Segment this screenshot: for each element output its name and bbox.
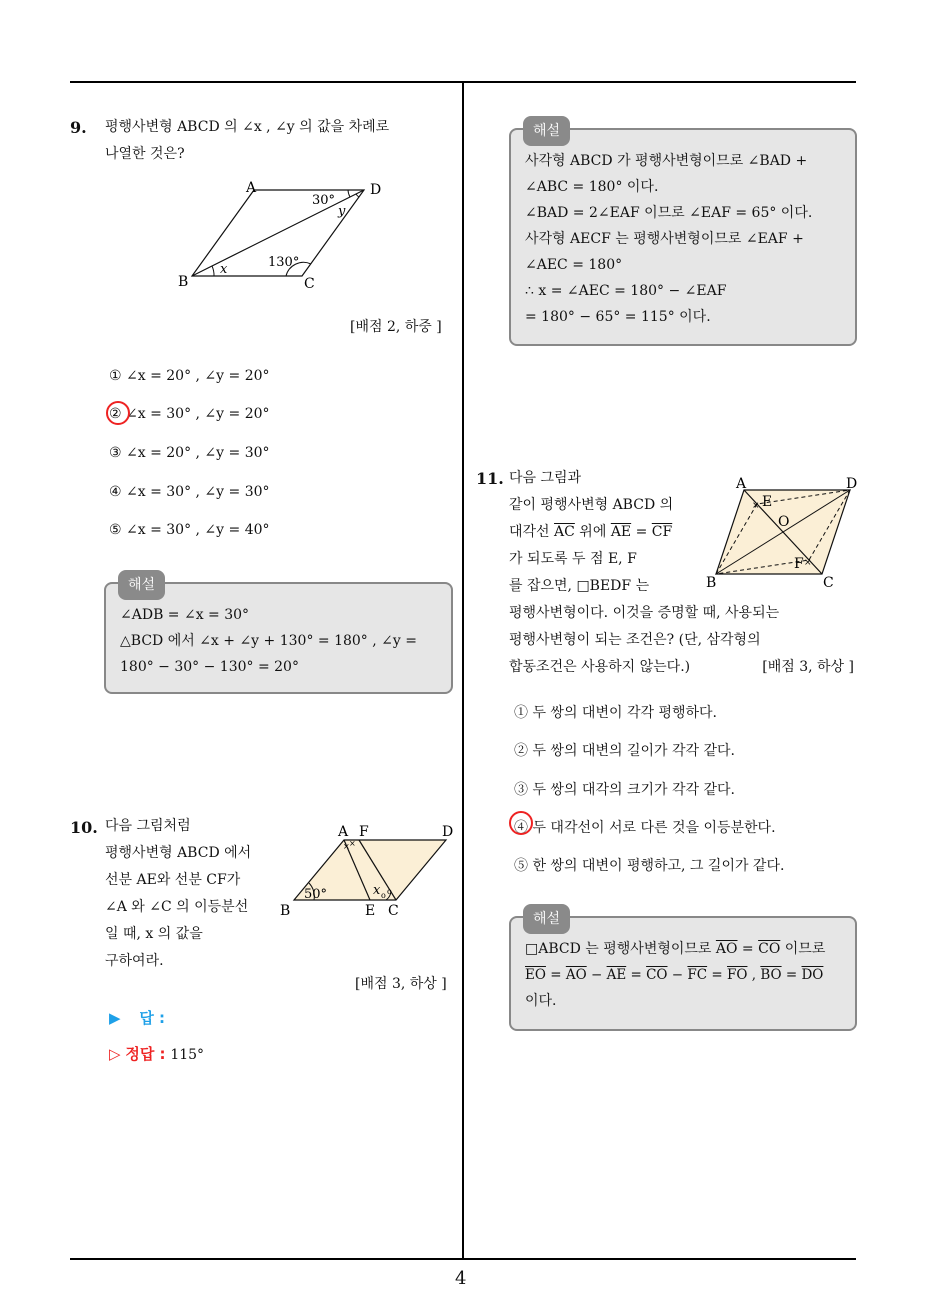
q10-figure — [276, 818, 460, 922]
q10-answer-label: 답 : — [139, 1009, 166, 1027]
q9-choice-3[interactable]: ③ ∠x = 20° , ∠y = 30° — [109, 445, 270, 461]
q9-label-c: C — [304, 276, 315, 292]
q10-label-a: A — [338, 824, 349, 840]
svg-text:×: × — [349, 839, 356, 848]
q10-line5: 일 때, x 의 값을 — [105, 926, 203, 942]
q10-correct-value: 115° — [170, 1047, 205, 1063]
q11-figure — [700, 474, 866, 590]
q10-line4: ∠A 와 ∠C 의 이등분선 — [105, 899, 249, 915]
q10-correct-arrow-icon: ▷ — [109, 1045, 121, 1063]
q10-answer-arrow-icon: ▶ — [109, 1009, 121, 1027]
svg-text:×: × — [804, 558, 812, 568]
q11-ae-segment: $\overline{AE}$ — [610, 524, 632, 540]
q10-label-50: 50° — [304, 887, 328, 902]
q9-choice-5[interactable]: ⑤ ∠x = 30° , ∠y = 40° — [109, 522, 270, 538]
svg-text:o: o — [387, 887, 392, 896]
q11-solution-box — [509, 911, 857, 1031]
q9-text — [105, 114, 389, 168]
page-number: 4 — [455, 1268, 467, 1289]
q9-choice-2[interactable]: ② ∠x = 30° , ∠y = 20° — [109, 406, 270, 422]
q11-line6: 평행사변형이다. 이것을 증명할 때, 사용되는 — [509, 605, 780, 621]
q9-solution-line1: ∠ADB = ∠x = 30° — [120, 607, 250, 623]
q11-label-a: A — [736, 476, 747, 492]
q9-solution-tag: 해설 — [118, 570, 165, 600]
q9-answer-circle — [106, 401, 130, 425]
q11-choice-3[interactable]: ③ 두 쌍의 대각의 크기가 각각 같다. — [514, 782, 735, 798]
q9-solution-line3: 180° − 30° − 130° = 20° — [120, 659, 299, 675]
q11-label-o: O — [778, 514, 790, 530]
column-divider — [462, 83, 464, 1259]
q11-number: 11. — [476, 469, 504, 488]
q11-answer-circle — [509, 811, 533, 835]
q10-solution-tag: 해설 — [523, 116, 570, 146]
q10-solution-box — [509, 123, 857, 346]
q10-score: [배점 3, 하상 ] — [355, 976, 447, 992]
q10-number: 10. — [70, 818, 98, 837]
q11-cf-segment: $\overline{CF}$ — [651, 524, 673, 540]
q10-solution-line2: ∠ABC = 180° 이다. — [525, 179, 659, 195]
svg-text:o: o — [381, 891, 386, 900]
q10-solution-line5: ∠AEC = 180° — [525, 257, 623, 273]
q11-solution-line2: $\overline{EO} = \overline{AO} - \overline{AE} = \overline{CO} - \overline{FC} = \overline{FO}$ , $\overline{BO} = \overline{DO}$ — [525, 967, 824, 983]
q10-solution-line4: 사각형 AECF 는 평행사변형이므로 ∠EAF + — [525, 231, 804, 247]
q9-label-30: 30° — [312, 193, 336, 208]
q11-label-f: F — [794, 556, 804, 572]
q11-line7: 평행사변형이 되는 조건은? (단, 삼각형의 — [509, 632, 761, 648]
q9-choice-4[interactable]: ④ ∠x = 30° , ∠y = 30° — [109, 484, 270, 500]
q11-line8: 합동조건은 사용하지 않는다.) [배점 3, 하상 ] — [509, 654, 854, 681]
q11-line1: 다음 그림과 — [509, 470, 582, 486]
q11-choice-1[interactable]: ① 두 쌍의 대변이 각각 평행하다. — [514, 705, 717, 721]
q10-answer-row — [109, 1007, 165, 1028]
q11-choice-2[interactable]: ② 두 쌍의 대변의 길이가 각각 같다. — [514, 743, 735, 759]
q11-line5: 를 잡으면, □BEDF 는 — [509, 578, 650, 594]
q11-line2: 같이 평행사변형 ABCD 의 — [509, 497, 674, 513]
q9-choice-1[interactable]: ① ∠x = 20° , ∠y = 20° — [109, 368, 270, 384]
q9-label-a: A — [246, 180, 257, 196]
q11-score: [배점 3, 하상 ] — [762, 659, 854, 675]
q9-number: 9. — [70, 118, 87, 137]
q11-solution-line3: 이다. — [525, 993, 557, 1009]
svg-text:×: × — [752, 501, 760, 511]
q10-solution-line1: 사각형 ABCD 가 평행사변형이므로 ∠BAD + — [525, 153, 808, 169]
q9-solution-box — [104, 577, 453, 694]
q10-label-e: E — [365, 903, 376, 919]
q11-label-e: E — [762, 494, 773, 510]
q9-label-x: x — [220, 262, 228, 277]
q10-line6: 구하여라. — [105, 953, 164, 969]
q10-label-d: D — [442, 824, 454, 840]
q9-solution-line2: △BCD 에서 ∠x + ∠y + 130° = 180° , ∠y = — [120, 633, 417, 649]
q11-label-c: C — [823, 575, 834, 590]
q9-label-y: y — [338, 204, 346, 219]
q10-label-c: C — [388, 903, 399, 919]
q10-solution-line7: = 180° − 65° = 115° 이다. — [525, 309, 711, 325]
q11-choice-5[interactable]: ⑤ 한 쌍의 대변이 평행하고, 그 길이가 같다. — [514, 858, 785, 874]
q10-solution-line3: ∠BAD = 2∠EAF 이므로 ∠EAF = 65° 이다. — [525, 205, 813, 221]
q11-line4: 가 되도록 두 점 E, F — [509, 551, 637, 567]
q9-figure — [170, 178, 400, 293]
bottom-rule — [70, 1258, 856, 1260]
q11-label-d: D — [846, 476, 858, 492]
q10-text — [105, 813, 251, 975]
q9-text-line1: 평행사변형 ABCD 의 ∠x , ∠y 의 값을 차례로 — [105, 119, 390, 135]
q10-line1: 다음 그림처럼 — [105, 818, 191, 834]
q9-score: [배점 2, 하중 ] — [350, 319, 442, 335]
q10-line2: 평행사변형 ABCD 에서 — [105, 845, 252, 861]
q11-label-b: B — [706, 575, 717, 590]
q9-label-d: D — [370, 182, 382, 198]
q11-line3: 대각선 $\overline{AC}$ 위에 $\overline{AE} = \overline{CF}$ — [509, 524, 673, 540]
q11-ac-segment: $\overline{AC}$ — [554, 524, 575, 540]
q10-correct-row — [109, 1043, 204, 1064]
q10-label-x: x — [373, 883, 381, 898]
q11-solution-tag: 해설 — [523, 904, 570, 934]
q9-text-line2: 나열한 것은? — [105, 146, 185, 162]
q10-label-f: F — [359, 824, 369, 840]
q10-label-b: B — [280, 903, 291, 919]
q9-label-b: B — [178, 274, 189, 290]
q10-solution-line6: ∴ x = ∠AEC = 180° − ∠EAF — [525, 283, 727, 299]
q11-solution-line1: □ABCD 는 평행사변형이므로 $\overline{AO} = \overline{CO}$ 이므로 — [525, 941, 826, 957]
q10-correct-label: 정답 : — [125, 1045, 166, 1063]
q11-choice-4[interactable]: ④ 두 대각선이 서로 다른 것을 이등분한다. — [514, 820, 776, 836]
svg-text:×: × — [343, 842, 350, 851]
q9-label-130: 130° — [268, 255, 300, 270]
q10-line3: 선분 AE와 선분 CF가 — [105, 872, 241, 888]
